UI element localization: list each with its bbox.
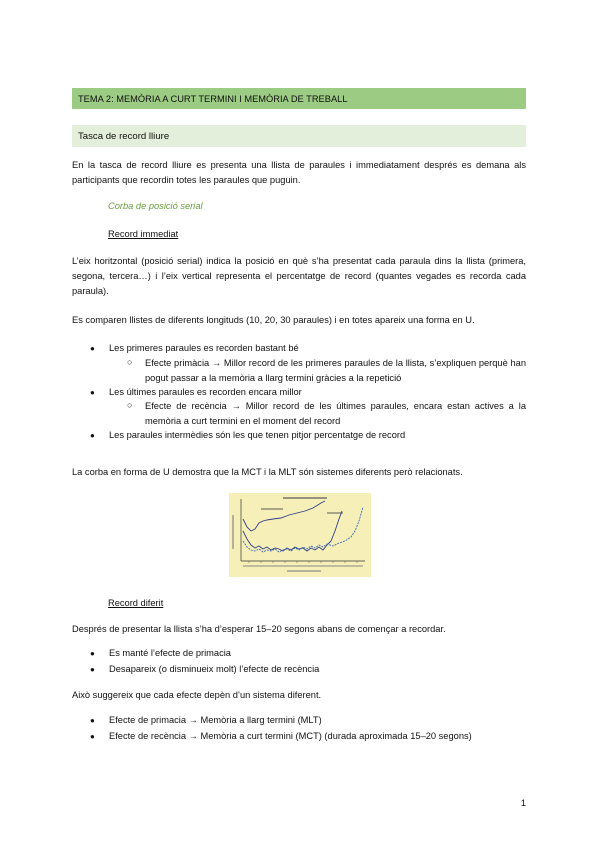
immediate-recall-heading: Record immediat xyxy=(108,229,179,239)
page-number: 1 xyxy=(520,798,526,808)
bullet-icon: ● xyxy=(90,665,95,674)
intro-paragraph: En la tasca de record lliure es presenta una llista de paraules i immediatament després es demana als participants que recordin totes les paraules que puguin. xyxy=(72,160,526,186)
bullet-icon: ● xyxy=(90,649,95,658)
section-title-band xyxy=(72,125,526,147)
circle-bullet-icon: ○ xyxy=(127,357,133,367)
serial-position-curve-image xyxy=(229,493,371,577)
bullet-icon: ● xyxy=(90,388,95,397)
conclusion-paragraph: La corba en forma de U demostra que la MCT i la MLT són sistemes diferents però relacionats. xyxy=(72,467,463,477)
bullet-icon: ● xyxy=(90,732,95,741)
bullet-icon: ● xyxy=(90,716,95,725)
figure-background xyxy=(229,493,371,577)
bullet-icon: ● xyxy=(90,431,95,440)
axes-paragraph: L’eix horitzontal (posició serial) indica la posició en què s’ha presentat cada paraula dins la llista (primera, segona, tercera…) i l’eix vertical representa el percentatge de record (quantes vegades es recorda cada paraula). xyxy=(72,256,526,297)
page-title: TEMA 2: MEMÒRIA A CURT TERMINI I MEMÒRIA DE TREBALL xyxy=(78,93,348,104)
figure-title xyxy=(283,497,327,499)
circle-bullet-icon: ○ xyxy=(127,400,133,410)
delay-paragraph: Després de presentar la llista s’ha d’esperar 15–20 segons abans de començar a recordar. xyxy=(72,624,446,634)
figure-tick-labels xyxy=(243,565,363,567)
suggestion-paragraph: Això suggereix que cada efecte depèn d’un sistema diferent. xyxy=(72,690,322,700)
figure-label-a xyxy=(261,508,283,510)
page-title-band xyxy=(72,88,526,109)
delayed-recall-heading: Record diferit xyxy=(108,598,164,608)
lists-paragraph: Es comparen llistes de diferents longituds (10, 20, 30 paraules) i en totes apareix una forma en U. xyxy=(72,315,475,325)
figure-x-axis-label xyxy=(287,570,321,572)
section-title: Tasca de record lliure xyxy=(78,130,170,142)
serial-position-heading: Corba de posició serial xyxy=(108,201,203,211)
figure-y-axis-label xyxy=(232,515,234,549)
bullet-icon: ● xyxy=(90,344,95,353)
